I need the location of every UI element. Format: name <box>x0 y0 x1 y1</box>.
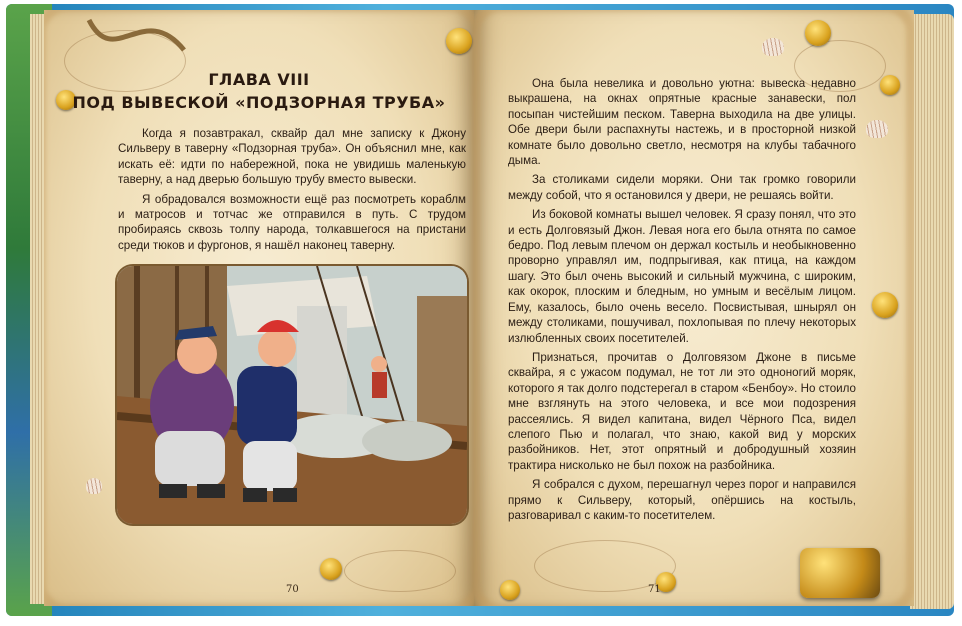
page-number-right: 71 <box>648 584 661 595</box>
paragraph: Признаться, прочитав о Долговязом Джоне в письме сквайра, я с ужасом подумал, не тот ли это одноногий моряк, которого я так долго подстерегал в старом «Бенбоу». Но стоило мне взглянуть на этого человека, и все мои подозрения рассеялись. Я видел капитана, видел Чёрного Пса, видел слепого Пью и полагал, что знаю, какой вид у морских разбойников. Нет, этот опрятный и добродушный хозяин трактира нисколько не был похож на разбойника. <box>508 350 856 472</box>
paragraph: За столиками сидели моряки. Они так громко говорили между собой, что я остановился у двери, не решаясь войти. <box>508 173 856 202</box>
map-decoration <box>344 550 456 592</box>
left-page-text <box>118 126 466 257</box>
treasure-chest-icon <box>800 548 880 598</box>
paragraph: Я собрался с духом, перешагнул через порог и направился прямо к Сильверу, который, опёршись на костыль, разговаривал с каким-то посетителем. <box>508 478 856 522</box>
ship-deck-illustration <box>117 266 467 524</box>
seashell-icon <box>762 38 784 56</box>
gold-coin-icon <box>320 558 342 580</box>
page-number-left: 70 <box>286 584 299 595</box>
page-edges-right <box>910 14 954 609</box>
seashell-icon <box>866 120 888 138</box>
chapter-title: ПОД ВЫВЕСКОЙ «ПОДЗОРНАЯ ТРУБА» <box>72 93 446 112</box>
paragraph: Когда я позавтракал, сквайр дал мне записку к Джону Сильверу в таверну «Подзорная труба». Он объяснил мне, как искать её: идти по набережной, пока не увидишь маленькую таверну, а над дверью большую трубу вместо вывески. <box>118 127 466 187</box>
right-page-text <box>508 76 856 527</box>
pirates-on-deck-image <box>117 266 467 524</box>
rope-icon <box>84 10 194 70</box>
gold-coin-icon <box>446 28 472 54</box>
seashell-icon <box>86 478 102 494</box>
gold-coin-icon <box>805 20 831 46</box>
paragraph: Она была невелика и довольно уютна: вывеска недавно выкрашена, на окнах опрятные красные занавески, пол посыпан чистейшим песком. Таверна выходила на две улицы. Обе двери были распахнуты настежь, и в просторной низкой комнате было довольно светло, несмотря на клубы табачного дыма. <box>508 77 856 168</box>
gold-coin-icon <box>500 580 520 600</box>
chapter-number: ГЛАВА VIII <box>208 70 310 89</box>
paragraph: Я обрадовался возможности ещё раз посмотреть кораблм и матросов и тотчас же отправился в путь. С трудом пробираясь сквозь толпу народа, толкавшегося на пристани среди тюков и фургонов, я нашёл наконец таверну. <box>118 192 466 252</box>
chapter-heading <box>44 68 474 114</box>
gold-coin-icon <box>872 292 898 318</box>
gold-coin-icon <box>880 75 900 95</box>
paragraph: Из боковой комнаты вышел человек. Я сразу понял, что это и есть Долговязый Джон. Левая нога его была отнята по самое бедро. Под левым плечом он держал костыль и необыкновенно проворно управлял им, подпрыгивая, как птица, на каждом шагу. Это был очень высокий и сильный мужчина, с широким, как окорок, плоским и бледным, но умным и весёлым лицом. Ему, казалось, было очень весело. Посвистывая, шнырял он между столиками, пошучивал, похлопывая по плечу некоторых излюбленных своих посетителей. <box>508 208 856 345</box>
